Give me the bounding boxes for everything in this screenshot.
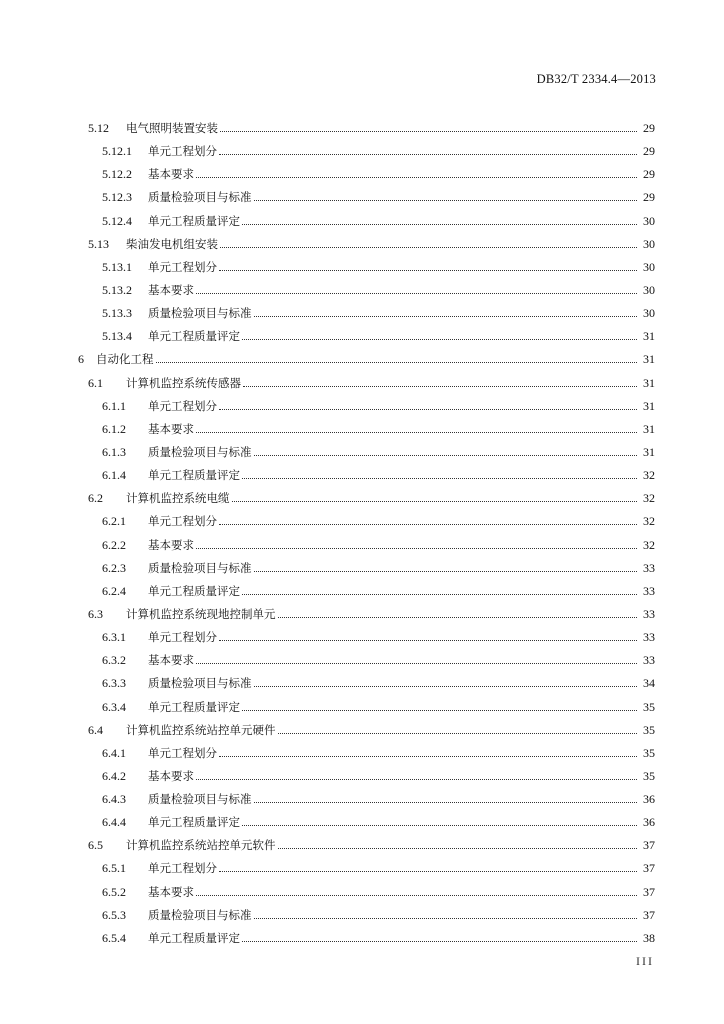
dot-leader — [219, 640, 637, 641]
toc-entry-number: 6.1 — [88, 375, 103, 390]
toc-entry-page: 33 — [643, 653, 655, 668]
dot-leader — [196, 779, 637, 780]
toc-entry[interactable] — [102, 807, 655, 829]
dot-leader — [220, 131, 637, 132]
toc-entry-title: 计算机监控系统现地控制单元 — [126, 606, 276, 621]
toc-entry[interactable] — [102, 784, 655, 806]
toc-entry-title: 质量检验项目与标准 — [148, 560, 252, 575]
dot-leader — [254, 918, 638, 919]
toc-entry[interactable] — [102, 460, 655, 482]
toc-entry[interactable] — [102, 668, 655, 690]
toc-entry[interactable] — [102, 414, 655, 436]
toc-entry-page: 35 — [643, 768, 655, 783]
toc-entry-number: 6.1.1 — [102, 398, 126, 413]
toc-entry-page: 31 — [643, 329, 655, 344]
toc-entry-page: 36 — [643, 792, 655, 807]
toc-entry-page: 33 — [643, 606, 655, 621]
dot-leader — [219, 756, 637, 757]
toc-entry[interactable] — [102, 576, 655, 598]
toc-entry-title: 基本要求 — [148, 167, 194, 182]
toc-entry-title: 质量检验项目与标准 — [148, 792, 252, 807]
dot-leader — [232, 501, 638, 502]
toc-entry-page: 37 — [643, 907, 655, 922]
dot-leader — [156, 362, 638, 363]
toc-entry-number: 6.4 — [88, 722, 103, 737]
toc-entry-number: 6.4.3 — [102, 792, 126, 807]
dot-leader — [278, 617, 638, 618]
toc-entry-page: 31 — [643, 352, 655, 367]
toc-entry-title: 自动化工程 — [96, 352, 154, 367]
toc-entry-page: 30 — [643, 306, 655, 321]
toc-entry-number: 6.3 — [88, 606, 103, 621]
toc-entry-title: 单元工程质量评定 — [148, 583, 240, 598]
toc-entry[interactable] — [102, 298, 655, 320]
toc-entry-number: 6.1.3 — [102, 444, 126, 459]
toc-entry[interactable] — [102, 182, 655, 204]
toc-entry-page: 29 — [643, 121, 655, 135]
toc-entry[interactable] — [102, 206, 655, 228]
toc-entry[interactable] — [102, 136, 655, 158]
dot-leader — [278, 733, 638, 734]
toc-entry-page: 32 — [643, 514, 655, 529]
toc-entry[interactable] — [88, 368, 655, 390]
toc-entry-page: 30 — [643, 259, 655, 274]
toc-entry[interactable] — [102, 761, 655, 783]
toc-entry[interactable] — [102, 645, 655, 667]
toc-entry-number: 6.2.4 — [102, 583, 126, 598]
toc-entry[interactable] — [102, 877, 655, 899]
toc-entry-title: 单元工程划分 — [148, 861, 217, 876]
toc-entry[interactable] — [78, 344, 655, 366]
toc-entry[interactable] — [102, 275, 655, 297]
toc-entry-page: 30 — [643, 213, 655, 228]
toc-entry-number: 6.1.4 — [102, 468, 126, 483]
toc-entry[interactable] — [88, 229, 655, 251]
toc-entry-number: 6.2.3 — [102, 560, 126, 575]
toc-entry[interactable] — [88, 483, 655, 505]
toc-entry-number: 6.1.2 — [102, 421, 126, 436]
toc-entry-page: 33 — [643, 560, 655, 575]
dot-leader — [242, 825, 637, 826]
toc-entry[interactable] — [102, 159, 655, 181]
toc-entry-number: 5.13.3 — [102, 306, 132, 321]
toc-entry-title: 单元工程质量评定 — [148, 329, 240, 344]
toc-entry-number: 6 — [78, 352, 84, 367]
dot-leader — [278, 848, 638, 849]
toc-entry-page: 30 — [643, 236, 655, 251]
dot-leader — [254, 316, 638, 317]
dot-leader — [254, 686, 638, 687]
toc-entry-page: 31 — [643, 421, 655, 436]
toc-entry-number: 5.13 — [88, 236, 109, 251]
dot-leader — [196, 432, 637, 433]
toc-entry-title: 单元工程质量评定 — [148, 213, 240, 228]
toc-entry-title: 单元工程划分 — [148, 398, 217, 413]
document-code-header: DB32/T 2334.4—2013 — [536, 72, 656, 86]
toc-entry-number: 5.12.1 — [102, 144, 132, 159]
toc-entry[interactable] — [102, 900, 655, 922]
toc-entry-page: 37 — [643, 884, 655, 899]
dot-leader — [242, 941, 637, 942]
toc-entry-number: 5.13.2 — [102, 282, 132, 297]
toc-entry-number: 6.4.4 — [102, 815, 126, 830]
dot-leader — [219, 270, 637, 271]
toc-entry-number: 6.4.2 — [102, 768, 126, 783]
toc-entry-page: 31 — [643, 375, 655, 390]
toc-entry-title: 单元工程质量评定 — [148, 815, 240, 830]
toc-entry-number: 6.3.1 — [102, 630, 126, 645]
dot-leader — [242, 478, 637, 479]
toc-entry-page: 37 — [643, 861, 655, 876]
toc-entry-number: 5.12.3 — [102, 190, 132, 205]
toc-entry-number: 6.5 — [88, 838, 103, 853]
toc-entry-title: 基本要求 — [148, 653, 194, 668]
dot-leader — [242, 339, 637, 340]
toc-entry-page: 32 — [643, 468, 655, 483]
toc-entry[interactable] — [102, 391, 655, 413]
toc-entry-page: 36 — [643, 815, 655, 830]
toc-entry-title: 基本要求 — [148, 421, 194, 436]
toc-entry-title: 电气照明装置安装 — [126, 121, 218, 135]
dot-leader — [254, 200, 638, 201]
toc-entry-title: 基本要求 — [148, 282, 194, 297]
toc-entry-title: 计算机监控系统电缆 — [126, 491, 230, 506]
toc-entry[interactable] — [88, 113, 655, 135]
toc-entry-title: 单元工程划分 — [148, 144, 217, 159]
toc-entry[interactable] — [102, 622, 655, 644]
dot-leader — [219, 871, 637, 872]
toc-entry-page: 35 — [643, 745, 655, 760]
toc-entry-number: 6.3.4 — [102, 699, 126, 714]
toc-entry-page: 33 — [643, 630, 655, 645]
toc-entry[interactable] — [102, 530, 655, 552]
toc-entry-title: 基本要求 — [148, 884, 194, 899]
toc-entry[interactable] — [102, 853, 655, 875]
dot-leader — [219, 524, 637, 525]
dot-leader — [242, 594, 637, 595]
toc-entry-title: 单元工程划分 — [148, 259, 217, 274]
toc-entry-title: 单元工程质量评定 — [148, 930, 240, 945]
dot-leader — [254, 455, 638, 456]
toc-entry-page: 34 — [643, 676, 655, 691]
toc-entry[interactable] — [102, 437, 655, 459]
toc-entry-number: 6.5.1 — [102, 861, 126, 876]
toc-entry[interactable] — [102, 506, 655, 528]
toc-entry-page: 38 — [643, 930, 655, 945]
toc-entry-title: 质量检验项目与标准 — [148, 907, 252, 922]
dot-leader — [242, 710, 637, 711]
toc-entry-title: 单元工程质量评定 — [148, 699, 240, 714]
dot-leader — [196, 895, 637, 896]
dot-leader — [254, 802, 638, 803]
toc-entry[interactable] — [88, 830, 655, 852]
toc-entry-title: 质量检验项目与标准 — [148, 676, 252, 691]
toc-entry-title: 基本要求 — [148, 768, 194, 783]
dot-leader — [242, 224, 637, 225]
toc-entry-page: 29 — [643, 190, 655, 205]
dot-leader — [196, 548, 637, 549]
toc-entry-title: 质量检验项目与标准 — [148, 444, 252, 459]
toc-entry-page: 31 — [643, 398, 655, 413]
toc-entry-title: 基本要求 — [148, 537, 194, 552]
toc-entry-number: 6.3.2 — [102, 653, 126, 668]
toc-entry-page: 35 — [643, 722, 655, 737]
toc-entry[interactable] — [102, 321, 655, 343]
toc-entry[interactable] — [102, 553, 655, 575]
toc-entry-title: 单元工程划分 — [148, 745, 217, 760]
dot-leader — [243, 386, 637, 387]
toc-entry-title: 计算机监控系统传感器 — [126, 375, 241, 390]
dot-leader — [219, 154, 637, 155]
toc-entry-number: 5.12.4 — [102, 213, 132, 228]
toc-entry-title: 单元工程划分 — [148, 514, 217, 529]
toc-entry[interactable] — [88, 715, 655, 737]
dot-leader — [219, 409, 637, 410]
toc-entry-number: 6.3.3 — [102, 676, 126, 691]
toc-entry-number: 6.2 — [88, 491, 103, 506]
dot-leader — [196, 293, 637, 294]
toc-entry-page: 31 — [643, 444, 655, 459]
toc-entry-title: 计算机监控系统站控单元硬件 — [126, 722, 276, 737]
toc-entry-page: 33 — [643, 583, 655, 598]
toc-entry-number: 6.2.2 — [102, 537, 126, 552]
toc-entry-title: 质量检验项目与标准 — [148, 190, 252, 205]
dot-leader — [254, 571, 638, 572]
toc-entry-number: 6.5.3 — [102, 907, 126, 922]
toc-entry-page: 35 — [643, 699, 655, 714]
toc-entry-number: 6.5.2 — [102, 884, 126, 899]
toc-entry-number: 5.12 — [88, 121, 109, 135]
toc-entry-page: 29 — [643, 167, 655, 182]
toc-entry[interactable] — [102, 692, 655, 714]
dot-leader — [196, 663, 637, 664]
toc-entry[interactable] — [102, 923, 655, 945]
toc-entry-page: 32 — [643, 491, 655, 506]
toc-entry-page: 29 — [643, 144, 655, 159]
toc-entry-title: 单元工程质量评定 — [148, 468, 240, 483]
toc-entry-number: 5.13.1 — [102, 259, 132, 274]
toc-entry-title: 柴油发电机组安装 — [126, 236, 218, 251]
toc-entry-page: 30 — [643, 282, 655, 297]
page-number-footer: III — [636, 954, 654, 968]
toc-entry[interactable] — [102, 252, 655, 274]
toc-entry-title: 质量检验项目与标准 — [148, 306, 252, 321]
dot-leader — [196, 177, 637, 178]
toc-entry-number: 6.5.4 — [102, 930, 126, 945]
toc-entry-number: 5.12.2 — [102, 167, 132, 182]
toc-entry[interactable] — [88, 599, 655, 621]
toc-entry-title: 单元工程划分 — [148, 630, 217, 645]
toc-entry[interactable] — [102, 738, 655, 760]
toc-entry-page: 32 — [643, 537, 655, 552]
toc-entry-number: 5.13.4 — [102, 329, 132, 344]
toc-entry-number: 6.4.1 — [102, 745, 126, 760]
dot-leader — [220, 247, 637, 248]
toc-entry-number: 6.2.1 — [102, 514, 126, 529]
toc-entry-title: 计算机监控系统站控单元软件 — [126, 838, 276, 853]
toc-entry-page: 37 — [643, 838, 655, 853]
